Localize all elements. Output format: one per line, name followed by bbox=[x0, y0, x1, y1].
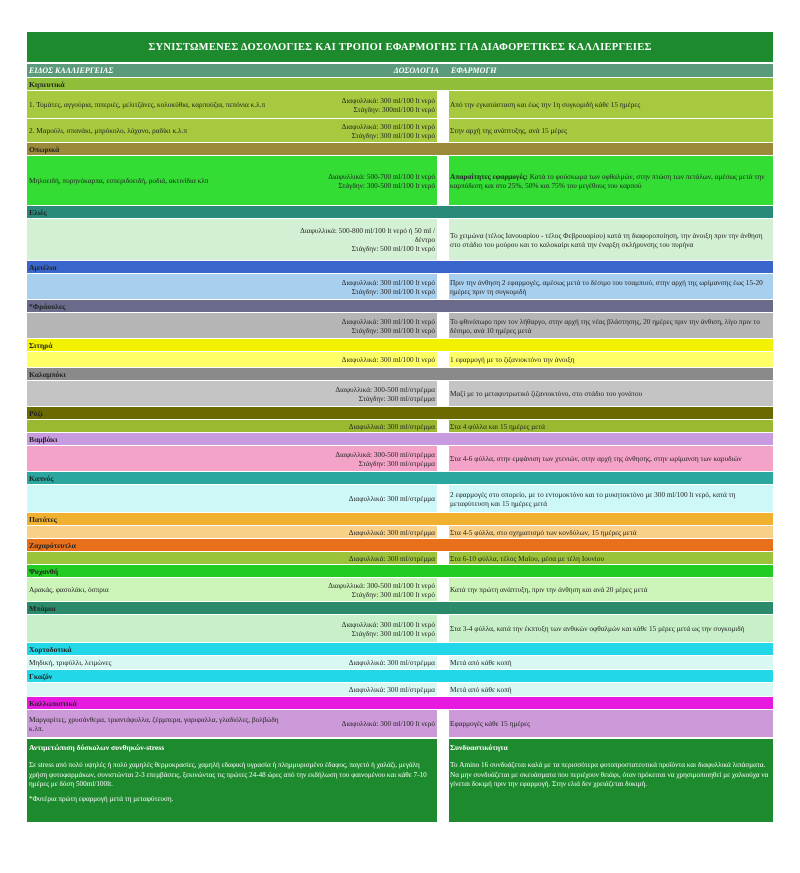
table-row bbox=[27, 655, 773, 669]
table-row bbox=[27, 90, 773, 118]
dosage-cell: Διαφυλλικά: 500-800 ml/100 lt νερό ή 50 ml /δέντρο Στάγδην: 500 ml/100 lt νερό bbox=[300, 226, 435, 253]
document-title: ΣΥΝΙΣΤΩΜΕΝΕΣ ΔΟΣΟΛΟΓΙΕΣ ΚΑΙ ΤΡΟΠΟΙ ΕΦΑΡΜΟΓΗΣ ΓΙΑ ΔΙΑΦΟΡΕΤΙΚΕΣ ΚΑΛΛΙΕΡΓΕΙΕΣ bbox=[27, 32, 773, 62]
table-row bbox=[27, 614, 773, 642]
stress-text: Σε stress από πολύ υψηλές ή πολύ χαμηλές θερμοκρασίες, χαμηλή εδαφική υγρασία ή πλημμυρισμένο έδαφος, παγετό ή χαλάζι, μεγάλη χρήση φυτοφαρμάκων, συνιστώνται 2-3 επεμβάσεις, ξεκινώντας τις πρώτες 24-48 ώρες από την εκδήλωση του φαινομένου και κάθε 7-10 ημέρες με δόση 500ml/100lt. bbox=[29, 761, 427, 788]
crop-group-heading: *Φράουλες bbox=[27, 299, 773, 312]
stress-note: *Φυτέρια πρώτη εφαρμογή μετά τη μεταφύτευση. bbox=[29, 795, 174, 804]
application-cell: Πριν την άνθηση 2 εφαρμογές, αμέσως μετά το δέσιμο του τσαμπιού, στην αρχή της ωρίμανσης έως 15-20 ημέρες πριν τη συγκομιδή bbox=[450, 277, 763, 296]
crop-group-heading: Γκαζόν bbox=[27, 669, 773, 682]
dosage-cell: Διαφυλλικά: 300 ml/στρέμμα bbox=[348, 494, 435, 503]
application-cell: Από την εγκατάσταση και έως την 1η συγκομιδή κάθε 15 ημέρες bbox=[450, 100, 641, 109]
crop-group-heading: Καλλωπιστικά bbox=[27, 696, 773, 709]
dosage-cell: Διαφυλλικά: 300 ml/στρέμμα bbox=[348, 527, 435, 537]
table-row bbox=[27, 273, 773, 299]
application-cell: 2 εφαρμογές στο σπορείο, με το εντομοκτόνο και το μυκητοκτόνο με 300 ml/100 lt νερό, κατά τη μεταφύτευση και 15 ημέρες μετά bbox=[450, 489, 736, 508]
crop-description: 2. Μαρούλι, σπανάκι, μπρόκολο, λάχανο, ραδίκι κ.λ.π bbox=[29, 126, 188, 135]
application-cell: Το χειμώνα (τέλος Ιανουαρίου - τέλος Φεβρουαρίου) κατά τη διαφοροποίηση, την άνοιξη πριν την άνθηση στο στάδιο του μούρου και το καλοκαίρι κατά την έναρξη σκλήρυνσης του πυρήνα bbox=[450, 230, 763, 249]
table-header bbox=[27, 62, 773, 77]
compatibility-text: Το Amino 16 συνδυάζεται καλά με τα περισσότερα φυτοπροστατευτικά προϊόντα και διαφυλλικά λιπάσματα. Να μην συνδυάζεται με σκευάσματα που περιέχουν θειάφι, όταν πρόκειται να χρησιμοποιηθεί με χαλκούχα να γίνεται δοκιμή πριν την εφαρμογή. Στην ελιά δεν χρειάζεται δοκιμή. bbox=[450, 761, 769, 788]
dosage-cell: Διαφυλλικά: 300 ml/100 lt νερό Στάγδην: 300 ml/100 lt νερό bbox=[341, 121, 435, 140]
dosage-cell: Διαφυλλικά: 300 ml/100 lt νερό Στάγδην: 300 ml/100 lt νερό bbox=[341, 316, 435, 335]
crop-group-heading: Ρύζι bbox=[27, 406, 773, 419]
crop-description: 1. Τομάτες, αγγούρια, πιπεριές, μελιτζάνες, κολοκύθια, καρπούζια, πεπόνια κ.λ.π bbox=[29, 100, 266, 109]
application-text: Κατά το φούσκωμα των οφθαλμών, στην πτώση των πετάλων, αμέσως μετά την καρπόδεση και στο 25%, 50% και 75% του μεγέθους του καρπού bbox=[450, 171, 765, 190]
dosage-cell: Διαφυλλικά: 300-500 ml/100 lt νερό Στάγδην: 300 ml/100 lt νερό bbox=[328, 580, 435, 599]
application-cell: Στα 4 φύλλα και 15 ημέρες μετά bbox=[450, 421, 546, 431]
application-cell: Το φθινόπωρο πριν τον λήθαργο, στην αρχή της νέας βλάστησης, 20 ημέρες πριν την άνθιση, λίγο πριν το δέσιμο, ανά 10 ημέρες μετά bbox=[450, 316, 760, 335]
table-row bbox=[27, 118, 773, 142]
crop-group-heading: Ζαχαρότευτλα bbox=[27, 538, 773, 551]
dosage-cell: Διαφυλλικά: 300 ml/στρέμμα bbox=[348, 658, 435, 667]
dosage-cell: Διαφυλλικά: 300 ml/100 lt νερό Στάγδην: 300ml/100 lt νερό bbox=[341, 95, 435, 114]
table-row bbox=[27, 525, 773, 538]
application-cell bbox=[449, 172, 773, 190]
header-application: ΕΦΑΡΜΟΓΗ bbox=[451, 66, 497, 75]
compatibility-section bbox=[449, 739, 773, 822]
table-row bbox=[27, 682, 773, 696]
crop-group-heading: Σιτηρά bbox=[27, 338, 773, 351]
dosage-cell: Διαφυλλικά: 300 ml/100 lt νερό Στάγδην: 300 ml/100 lt νερό bbox=[341, 277, 435, 296]
application-emphasis: Απαραίτητες εφαρμογές: bbox=[450, 171, 528, 181]
crop-group-heading: Καπνός bbox=[27, 471, 773, 484]
crop-description: Μαργαρίτες, χρυσάνθεμα, τριαντάφυλλα, ζέρμπερα, γαριφαλλα, γλαδιόλες, βολβώδη κ.λπ. bbox=[29, 714, 279, 733]
table-row bbox=[27, 551, 773, 564]
table-row bbox=[27, 155, 773, 205]
table-row bbox=[27, 484, 773, 512]
dosage-document bbox=[27, 32, 773, 822]
crop-group-heading: Μπάμια bbox=[27, 601, 773, 614]
application-cell: Εφαρμογές κάθε 15 ημέρες bbox=[450, 719, 531, 728]
crop-description: Αρακάς, φασολάκι, όσπρια bbox=[29, 585, 109, 594]
application-cell: Στην αρχή της ανάπτυξης, ανά 15 μέρες bbox=[450, 126, 568, 135]
application-cell: Μαζί με το μεταφυτρωτικό ζιζανιοκτόνο, στο στάδιο του γονάτου bbox=[450, 389, 643, 398]
crop-group-heading: Πατάτες bbox=[27, 512, 773, 525]
table-row bbox=[27, 218, 773, 260]
dosage-cell: Διαφυλλικά: 300-500 ml/στρέμμα Στάγδην: 300 ml/στρέμμα bbox=[335, 384, 435, 403]
dosage-cell: Διαφυλλικά: 300 ml/100 lt νερό bbox=[341, 719, 435, 728]
application-cell: Στα 4-5 φύλλα, στο σχηματισμό των κονδύλων, 15 ημέρες μετά bbox=[450, 527, 637, 537]
crop-description: Μηδική, τριφύλλι, λειμώνες bbox=[29, 658, 112, 667]
dosage-cell: Διαφυλλικά: 300 ml/στρέμμα bbox=[348, 421, 435, 431]
dosage-cell: Διαφυλλικά: 300-500 ml/στρέμμα Στάγδην: 300 ml/στρέμμα bbox=[335, 449, 435, 468]
table-row bbox=[27, 419, 773, 432]
crop-group-heading: Ψυχανθή bbox=[27, 564, 773, 577]
dosage-cell: Διαφυλλικά: 300 ml/100 lt νερό bbox=[341, 355, 435, 364]
application-cell: Στα 6-10 φύλλα, τέλος Μαΐου, μέσα με τέλη Ιουνίου bbox=[450, 553, 605, 563]
crop-groups bbox=[27, 77, 773, 737]
table-row bbox=[27, 380, 773, 406]
application-cell: Κατά την πρώτη ανάπτυξη, πριν την άνθηση και ανά 20 μέρες μετά bbox=[450, 585, 648, 594]
dosage-cell: Διαφυλλικά: 300 ml/στρέμμα bbox=[348, 685, 435, 694]
application-cell: Μετά από κάθε κοπή bbox=[450, 658, 512, 667]
header-crop-type: ΕΙΔΟΣ ΚΑΛΛΙΕΡΓΕΙΑΣ bbox=[29, 66, 114, 75]
table-row bbox=[27, 709, 773, 737]
application-cell: Στα 3-4 φύλλα, κατά την έκπτυξη των ανθικών οφθαλμών και κάθε 15 μέρες μετά ως την συγκομιδή bbox=[450, 624, 745, 633]
table-row bbox=[27, 577, 773, 601]
application-cell: Μετά από κάθε κοπή bbox=[450, 685, 512, 694]
crop-description: Μηλοειδή, πυρηνόκαρπα, εσπεριδοειδή, ροδιά, ακτινίδια κλπ bbox=[29, 176, 209, 185]
application-cell: Στα 4-6 φύλλα, στην εμφάνιση των χτενιών, στην αρχή της άνθησης, στην ωρίμανση των καρυδιών bbox=[450, 454, 742, 463]
dosage-cell: Διαφυλλικά: 300 ml/100 lt νερό Στάγδην: 300 ml/100 lt νερό bbox=[341, 619, 435, 638]
crop-group-heading: Χορτοδοτικά bbox=[27, 642, 773, 655]
header-dosage: ΔΟΣΟΛΟΓΙΑ bbox=[393, 66, 439, 75]
crop-group-heading: Οπωρικά bbox=[27, 142, 773, 155]
dosage-cell: Διαφυλλικά: 500-700 ml/100 lt νερό Στάγδην: 300-500 ml/100 lt νερό bbox=[328, 171, 435, 190]
application-cell: 1 εφαρμογή με το ζιζανιοκτόνο την άνοιξη bbox=[450, 355, 575, 364]
crop-group-heading: Βαμβάκι bbox=[27, 432, 773, 445]
crop-group-heading: Ελιές bbox=[27, 205, 773, 218]
footer-notes bbox=[27, 737, 773, 822]
table-row bbox=[27, 312, 773, 338]
table-row bbox=[27, 351, 773, 367]
compatibility-title: Συνδυαστικότητα bbox=[450, 743, 508, 752]
crop-group-heading: Κηπευτικά bbox=[27, 77, 773, 90]
table-row bbox=[27, 445, 773, 471]
crop-group-heading: Καλαμπόκι bbox=[27, 367, 773, 380]
crop-group-heading: Αμπέλια bbox=[27, 260, 773, 273]
dosage-cell: Διαφυλλικά: 300 ml/στρέμμα bbox=[348, 553, 435, 563]
stress-section bbox=[27, 739, 437, 822]
stress-title: Αντιμετώπιση δύσκολων συνθηκών-stress bbox=[29, 743, 165, 752]
